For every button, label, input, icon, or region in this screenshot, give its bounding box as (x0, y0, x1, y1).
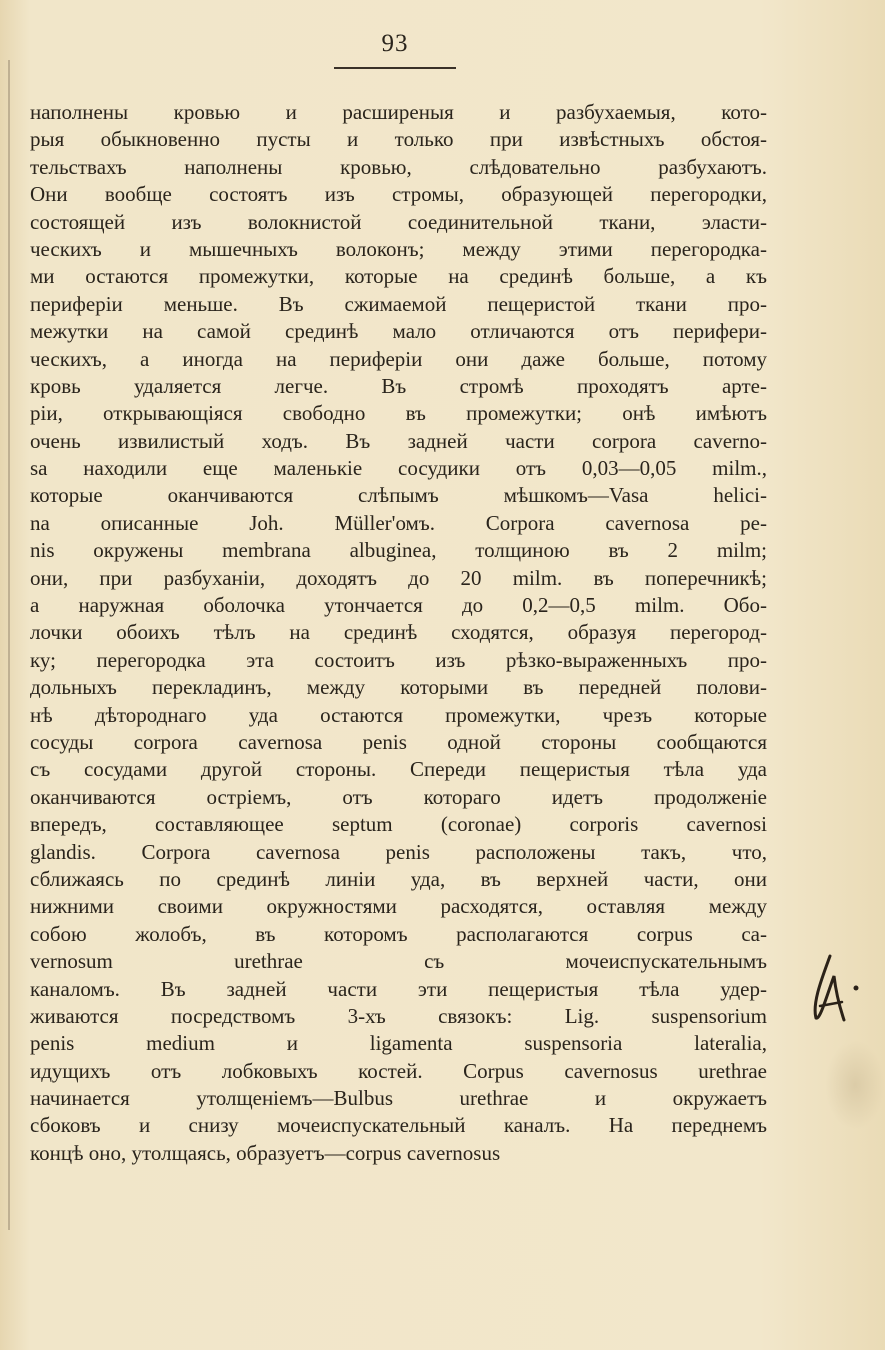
text-line: начинается утолщеніемъ—Bulbus urethrae и окружаетъ (30, 1086, 767, 1111)
text-line: тельствахъ наполнены кровью, слѣдовательно разбухаютъ. (30, 154, 767, 179)
text-line: а наружная оболочка утончается до 0,2—0,5 milm. Обо- (30, 593, 767, 618)
text-line: ческихъ и мышечныхъ волоконъ; между этими перегородка- (30, 236, 767, 261)
text-line: каналомъ. Въ задней части эти пещеристыя тѣла удер- (30, 976, 767, 1001)
text-line: которые оканчиваются слѣпымъ мѣшкомъ—Vasa helici- (30, 483, 767, 508)
text-line: они, при разбуханіи, доходятъ до 20 milm. въ поперечникѣ; (30, 565, 767, 590)
text-line: ми остаются промежутки, которые на срединѣ больше, а къ (30, 264, 767, 289)
text-line: очень извилистый ходъ. Въ задней части corpora caverno- (30, 428, 767, 453)
text-line: нѣ дѣтороднаго уда остаются промежутки, чрезъ которые (30, 702, 767, 727)
text-line: концѣ оно, утолщаясь, образуетъ—corpus cavernosus (30, 1140, 501, 1165)
text-line: идущихъ отъ лобковыхъ костей. Corpus cavernosus urethrae (30, 1058, 767, 1083)
text-line: ріи, открывающіяся свободно въ промежутки; онѣ имѣютъ (30, 401, 767, 426)
text-line: состоящей изъ волокнистой соединительной ткани, эласти- (30, 209, 767, 234)
text-line: na описанные Joh. Müller'омъ. Corpora cavernosa pe- (30, 510, 767, 535)
text-line: нижними своими окружностями расходятся, оставляя между (30, 894, 767, 919)
text-line: ческихъ, а иногда на периферіи они даже больше, потому (30, 346, 767, 371)
text-line: наполнены кровью и расширеныя и разбухаемыя, кото- (30, 100, 767, 124)
text-line: съ сосудами другой стороны. Спереди пещеристыя тѣла уда (30, 757, 767, 782)
body-text (30, 99, 767, 1167)
text-line: сбоковъ и снизу мочеиспускательный каналъ. На переднемъ (30, 1113, 767, 1138)
text-line: впередъ, составляющее septum (coronae) corporis cavernosi (30, 812, 767, 837)
binding-edge (8, 60, 10, 1230)
text-line: собою жолобъ, въ которомъ располагаются corpus ca- (30, 921, 767, 946)
text-line: penis medium и ligamenta suspensoria lateralia, (30, 1031, 767, 1056)
header-rule (334, 67, 456, 69)
text-line: сближаясь по срединѣ линіи уда, въ верхней части, они (30, 866, 767, 891)
text-line: оканчиваются остріемъ, отъ котораго идетъ продолженіе (30, 784, 767, 809)
text-line: Они вообще состоятъ изъ стромы, образующей перегородки, (30, 182, 767, 207)
text-line: дольныхъ перекладинъ, между которыми въ передней полови- (30, 675, 767, 700)
text-line: рыя обыкновенно пусты и только при извѣстныхъ обстоя- (30, 127, 767, 152)
text-line: периферіи меньше. Въ сжимаемой пещеристой ткани про- (30, 291, 767, 316)
text-line: vernosum urethrae съ мочеиспускательнымъ (30, 949, 767, 974)
text-line: межутки на самой срединѣ мало отличаются отъ перифери- (30, 319, 767, 344)
paper-stain (825, 1040, 885, 1130)
text-line: живаются посредствомъ 3-хъ связокъ: Lig. suspensorium (30, 1003, 767, 1028)
handwritten-margin-mark-icon (800, 948, 870, 1028)
page-number: 93 (381, 30, 409, 57)
text-line: nis окружены membrana albuginea, толщиною въ 2 milm; (30, 538, 767, 563)
text-line: сосуды corpora cavernosa penis одной стороны сообщаются (30, 729, 767, 754)
text-line: glandis. Corpora cavernosa penis расположены такъ, что, (30, 839, 767, 864)
text-line: ку; перегородка эта состоитъ изъ рѣзко-выраженныхъ про- (30, 647, 767, 672)
text-line: лочки обоихъ тѣлъ на срединѣ сходятся, образуя перегород- (30, 620, 767, 645)
text-line: sa находили еще маленькіе сосудики отъ 0,03—0,05 milm., (30, 456, 767, 481)
text-line: кровь удаляется легче. Въ стромѣ проходятъ арте- (30, 373, 767, 398)
